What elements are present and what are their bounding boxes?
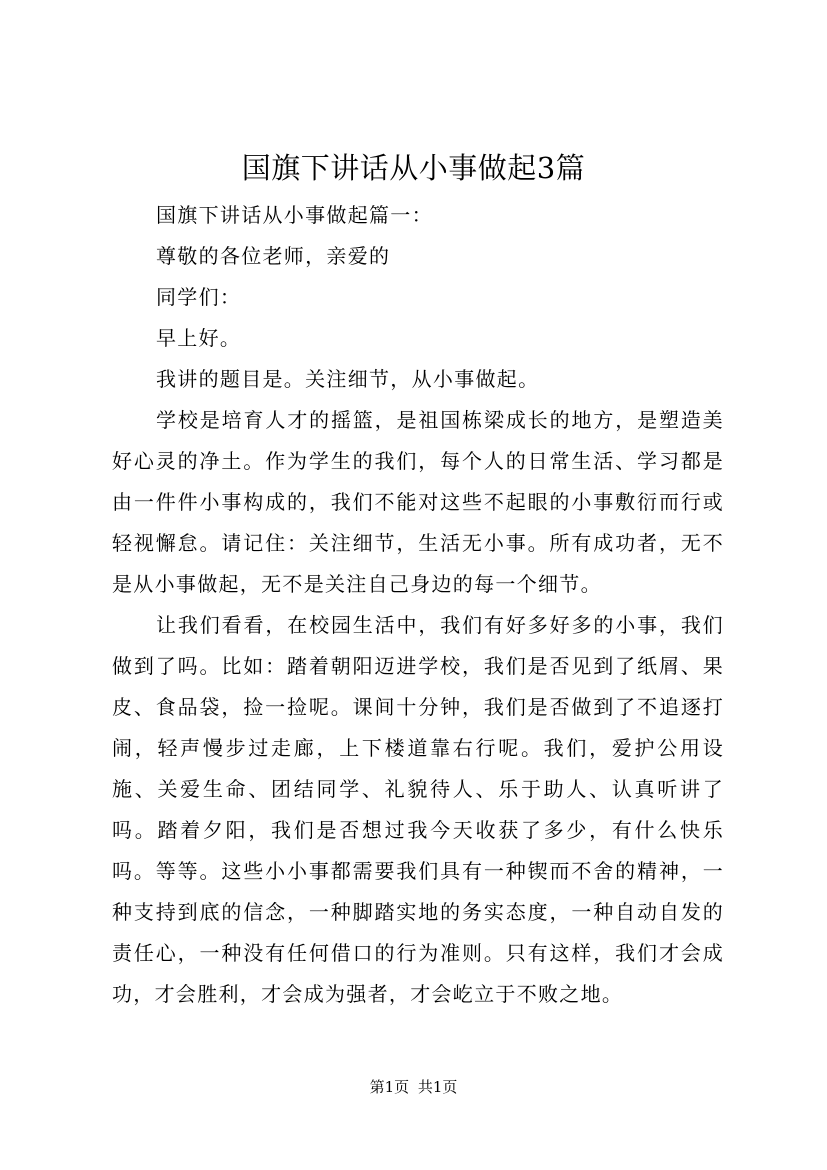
page-number-footer: 第1页 共1页	[369, 1078, 458, 1096]
salutation-line: 尊敬的各位老师，亲爱的	[156, 244, 391, 268]
document-title: 国旗下讲话从小事做起3篇	[241, 151, 586, 185]
body-paragraph: 学校是培育人才的摇篮，是祖国栋梁成长的地方，是塑造美好心灵的净土。作为学生的我们，每个人的日常生活、学习都是由一件件小事构成的，我们不能对这些不起眼的小事敷衍而行或轻视懈怠。请记住：关注细节，生活无小事。所有成功者，无不是从小事做起，无不是关注自己身边的每一个细节。	[112, 408, 724, 596]
salutation-line: 同学们：	[156, 285, 242, 309]
topic-line: 我讲的题目是。关注细节，从小事做起。	[156, 367, 540, 391]
body-paragraph: 让我们看看，在校园生活中，我们有好多好多的小事，我们做到了吗。比如：踏着朝阳迈进学校，我们是否见到了纸屑、果皮、食品袋，捡一捡呢。课间十分钟，我们是否做到了不追逐打闹，轻声慢步过走廊，上下楼道靠右行呢。我们，爱护公用设施、关爱生命、团结同学、礼貌待人、乐于助人、认真听讲了吗。踏着夕阳，我们是否想过我今天收获了多少，有什么快乐吗。等等。这些小小事都需要我们具有一种锲而不舍的精神，一种支持到底的信念，一种脚踏实地的务实态度，一种自动自发的责任心，一种没有任何借口的行为准则。只有这样，我们才会成功，才会胜利，才会成为强者，才会屹立于不败之地。	[112, 613, 724, 1006]
greeting-line: 早上好。	[156, 326, 242, 350]
document-body	[112, 195, 724, 1015]
section-heading: 国旗下讲话从小事做起篇一：	[156, 203, 433, 227]
